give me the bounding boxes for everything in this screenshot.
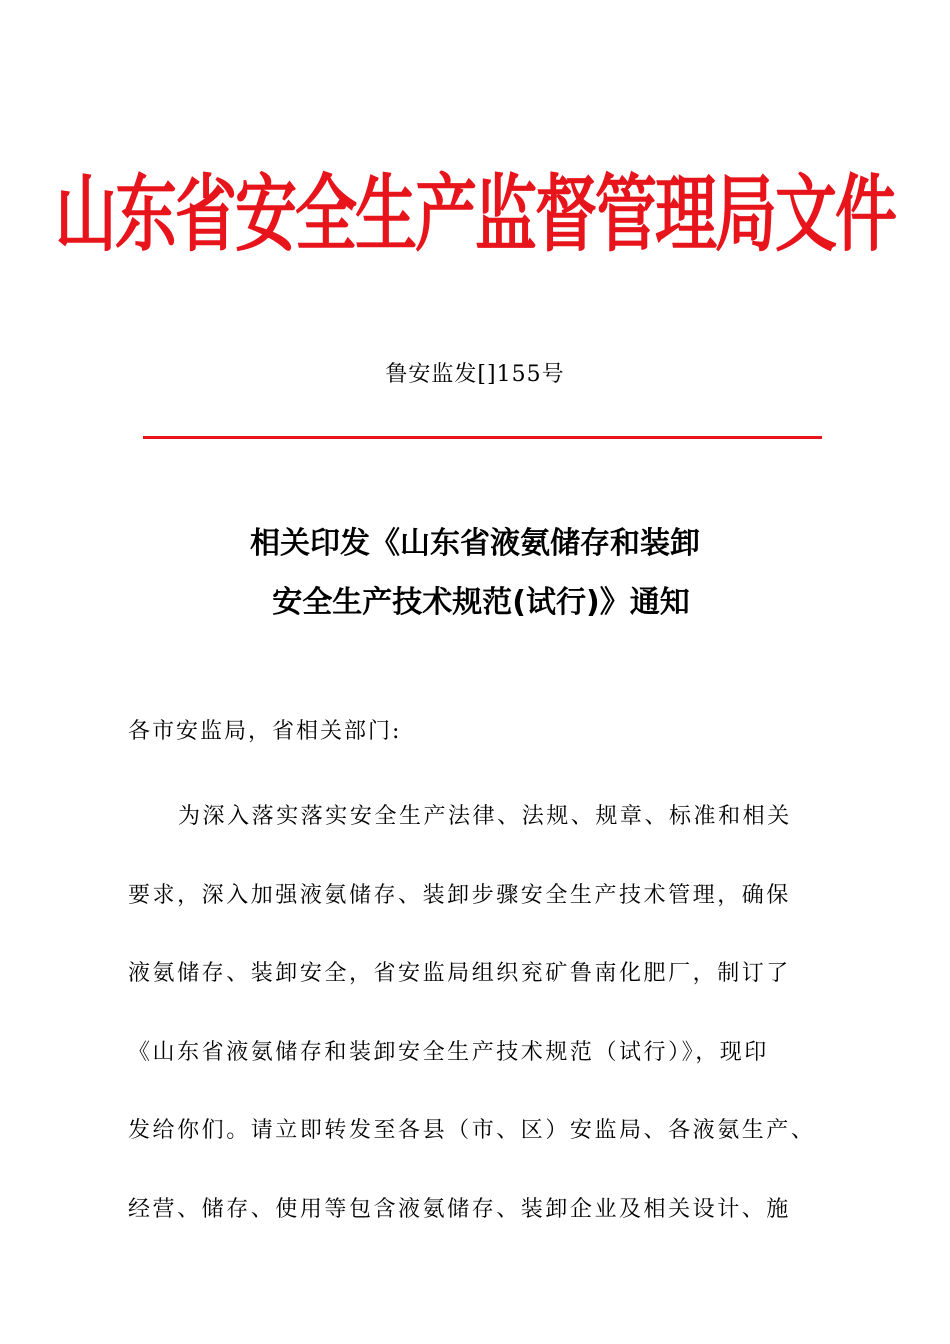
salutation: 各市安监局，省相关部门: xyxy=(128,719,402,744)
document-number: 鲁安监发[]155号 xyxy=(385,362,565,387)
body-line: 经营、储存、使用等包含液氨储存、装卸企业及相关设计、施 xyxy=(128,1196,791,1222)
red-separator-line xyxy=(143,436,822,439)
body-paragraph xyxy=(128,778,848,1249)
document-title-line-2: 安全生产技术规范(试行)》通知 xyxy=(272,585,690,620)
body-line: 要求，深入加强液氨储存、装卸步骤安全生产技术管理，确保 xyxy=(128,882,791,908)
issuing-authority-header: 山东省安全生产监督管理局文件 xyxy=(54,164,895,264)
body-line: 《山东省液氨储存和装卸安全生产技术规范（试行）》，现印 xyxy=(128,1039,769,1065)
document-title-line-1: 相关印发《山东省液氨储存和装卸 xyxy=(250,526,700,561)
document-title xyxy=(0,516,950,631)
body-line: 液氨储存、装卸安全，省安监局组织兖矿鲁南化肥厂，制订了 xyxy=(128,961,791,986)
body-line: 为深入落实落实安全生产法律、法规、规章、标准和相关 xyxy=(178,804,792,829)
body-line: 发给你们。请立即转发至各县（市、区）安监局、各液氨生产、 xyxy=(128,1118,816,1143)
